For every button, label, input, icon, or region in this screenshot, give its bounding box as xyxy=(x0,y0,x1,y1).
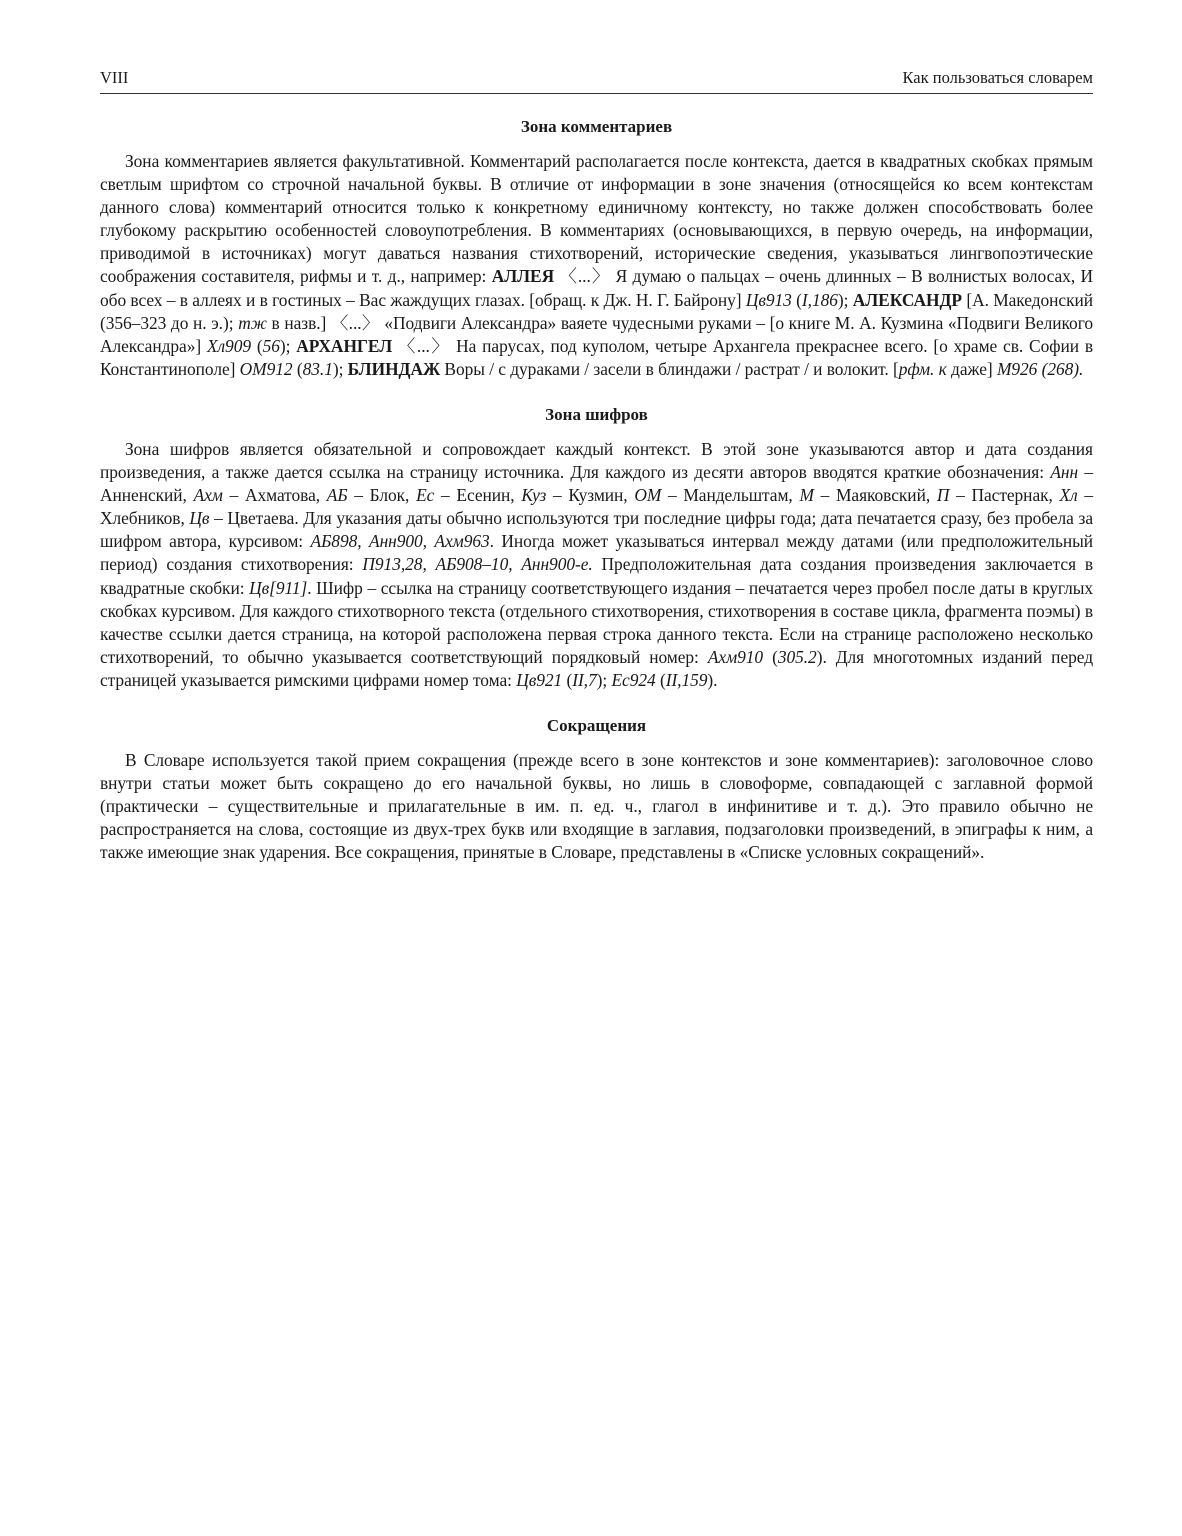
section-title-abbreviations: Сокращения xyxy=(546,715,647,735)
italic-run: II,7 xyxy=(572,669,597,690)
italic-run: Цв921 xyxy=(516,669,563,690)
text-run: – Маяковский, xyxy=(813,485,937,506)
text-run: – Цветаева. Для указания даты обычно используются три последние цифры года; дата печатается сразу, без пробела за шифром автора, курсивом: xyxy=(100,508,1093,552)
text-run: ( xyxy=(763,646,778,667)
headword: БЛИНДАЖ xyxy=(347,358,441,379)
text-run: – Мандельштам, xyxy=(661,485,800,506)
text-run: – Кузмин, xyxy=(546,485,635,506)
italic-run: I,186 xyxy=(801,289,838,310)
italic-run: Цв xyxy=(189,508,210,529)
italic-run: М926 (268). xyxy=(996,358,1084,379)
italic-run: ОМ912 xyxy=(239,358,293,379)
italic-run: АБ898, Анн900, Ахм963 xyxy=(310,531,490,552)
text-run: ); xyxy=(279,335,297,356)
italic-run: Ахм xyxy=(193,485,223,506)
italic-run: АБ xyxy=(326,485,348,506)
italic-run: Хл909 xyxy=(206,335,251,356)
text-run: Зона шифров является обязательной и сопровождает каждый контекст. В этой зоне указываются автор и дата создания произведения, а также дается ссылка на страницу источника. Для каждого из десяти авторов вводятся краткие обозначения: xyxy=(100,438,1093,483)
running-title: Как пользоваться словарем xyxy=(902,68,1093,87)
text-run: – Блок, xyxy=(347,485,417,506)
section-body-comments xyxy=(100,150,1093,381)
italic-run: рфм. к xyxy=(898,358,947,379)
text-run: [А. Македонский (356–323 до н. э.); xyxy=(100,289,1093,333)
text-run: В Словаре используется такой прием сокращения (прежде всего в зоне контекстов и зоне комментариев): заголовочное слово внутри статьи может быть сокращено до его начальной буквы, но лишь в словоформе, совпадающей с заглавной формой (практически – существительные и прилагательные в им. п. ед. ч., глагол в инфинитиве и т. д.). Это правило обычно не распространяется на слова, состоящие из двух-трех букв или входящие в заглавия, подзаголовки произведений, в эпиграфы к ним, а также имеющие знак ударения. Все сокращения, принятые в Словаре, представлены в «Списке условных сокращений». xyxy=(100,749,1093,863)
italic-run: Ахм910 xyxy=(707,646,764,667)
headword: АЛЛЕЯ xyxy=(491,266,555,287)
text-run: в назв.] 〈...〉 «Подвиги Александра» ваяете чудесными руками – [о книге М. А. Кузмина «Подвиги Великого Александра»] xyxy=(100,312,1094,356)
headword: АЛЕКСАНДР xyxy=(852,289,962,310)
text-run: ( xyxy=(655,669,666,690)
text-run: ( xyxy=(562,669,573,690)
italic-run: 56 xyxy=(262,335,280,356)
text-run: ( xyxy=(250,335,263,356)
text-run: – Ахматова, xyxy=(222,485,327,506)
italic-run: Ес xyxy=(416,485,435,506)
italic-run: Анн xyxy=(1050,462,1079,483)
text-run: ( xyxy=(292,358,303,379)
text-run: ( xyxy=(791,289,802,310)
running-header xyxy=(100,66,1093,94)
text-run: ). Для многотомных изданий перед страницей указывается римскими цифрами номер тома: xyxy=(100,646,1093,690)
text-run: – Пастернак, xyxy=(949,485,1060,506)
text-run: ). xyxy=(707,669,718,690)
italic-run: II,159 xyxy=(665,669,708,690)
italic-run: тж xyxy=(238,312,267,333)
section-body-abbreviations xyxy=(100,749,1093,864)
text-run: . Шифр – ссылка на страницу соответствующего издания – печатается через пробел после даты в круглых скобках курсивом. Для каждого стихотворного текста (отдельного стихотворения, стихотворения в составе цикла, фрагмента поэмы) в качестве ссылки дается страница, на которой расположена первая строка данного текста. Если на странице расположено несколько стихотворений, то обычно указывается соответствующий порядковый номер: xyxy=(100,577,1094,667)
italic-run: Куз xyxy=(521,485,547,506)
text-run: 〈...〉 На парусах, под куполом, четыре Архангела прекраснее всего. [о храме св. Софии в Константинополе] xyxy=(100,335,1093,379)
italic-run: Цв913 xyxy=(745,289,792,310)
italic-run: Хл xyxy=(1059,485,1078,506)
section-body-codes xyxy=(100,438,1093,692)
document-page xyxy=(100,66,1093,864)
italic-run: П913,28, АБ908–10, Анн900-е. xyxy=(362,554,593,575)
section-title-codes: Зона шифров xyxy=(545,404,648,424)
text-run: Воры / с дураками / засели в блиндажи / растрат / и волокит. [ xyxy=(440,358,899,379)
text-run: даже] xyxy=(946,358,997,379)
section-title-comments: Зона комментариев xyxy=(520,117,673,136)
text-run: . Иногда может указываться интервал между датами (или предположительный период) создания стихотворения: xyxy=(100,531,1093,575)
italic-run: 305.2 xyxy=(777,646,817,667)
page-number: VIII xyxy=(100,68,129,87)
headword: АРХАНГЕЛ xyxy=(296,335,393,356)
text-run: – Анненский, xyxy=(100,462,1093,506)
text-run: ); xyxy=(596,669,612,690)
italic-run: М xyxy=(799,485,814,506)
italic-run: 83.1 xyxy=(302,358,333,379)
text-run: – Есенин, xyxy=(434,485,522,506)
text-run: Зона комментариев является факультативной. Комментарий располагается после контекста, дается в квадратных скобках прямым светлым шрифтом со строчной начальной буквы. В отличие от информации в зоне значения (относящейся ко всем контекстам данного слова) комментарий относится только к конкретному единичному контексту, но также должен способствовать более глубокому раскрытию особенностей словоупотребления. В комментариях (основывающихся, в первую очередь, на информации, приводимой в источниках) могут даваться названия стихотворений, исторические сведения, указываться лингвопоэтические соображения составителя, рифмы и т. д., например: xyxy=(100,151,1093,287)
text-run: ); xyxy=(332,358,348,379)
italic-run: П xyxy=(936,485,950,506)
italic-run: Ес924 xyxy=(611,669,656,690)
italic-run: Цв[911] xyxy=(249,577,308,598)
text-run: 〈...〉 Я думаю о пальцах – очень длинных – В волнистых волосах, И обо всех – в аллеях и в гостиных – Вас жаждущих глазах. [обращ. к Дж. Н. Г. Байрону] xyxy=(100,266,1093,310)
text-run: – Хлебников, xyxy=(100,485,1094,529)
text-run: Предположительная дата создания произведения заключается в квадратные скобки: xyxy=(100,554,1094,598)
italic-run: ОМ xyxy=(634,485,662,506)
text-run: ); xyxy=(837,289,853,310)
